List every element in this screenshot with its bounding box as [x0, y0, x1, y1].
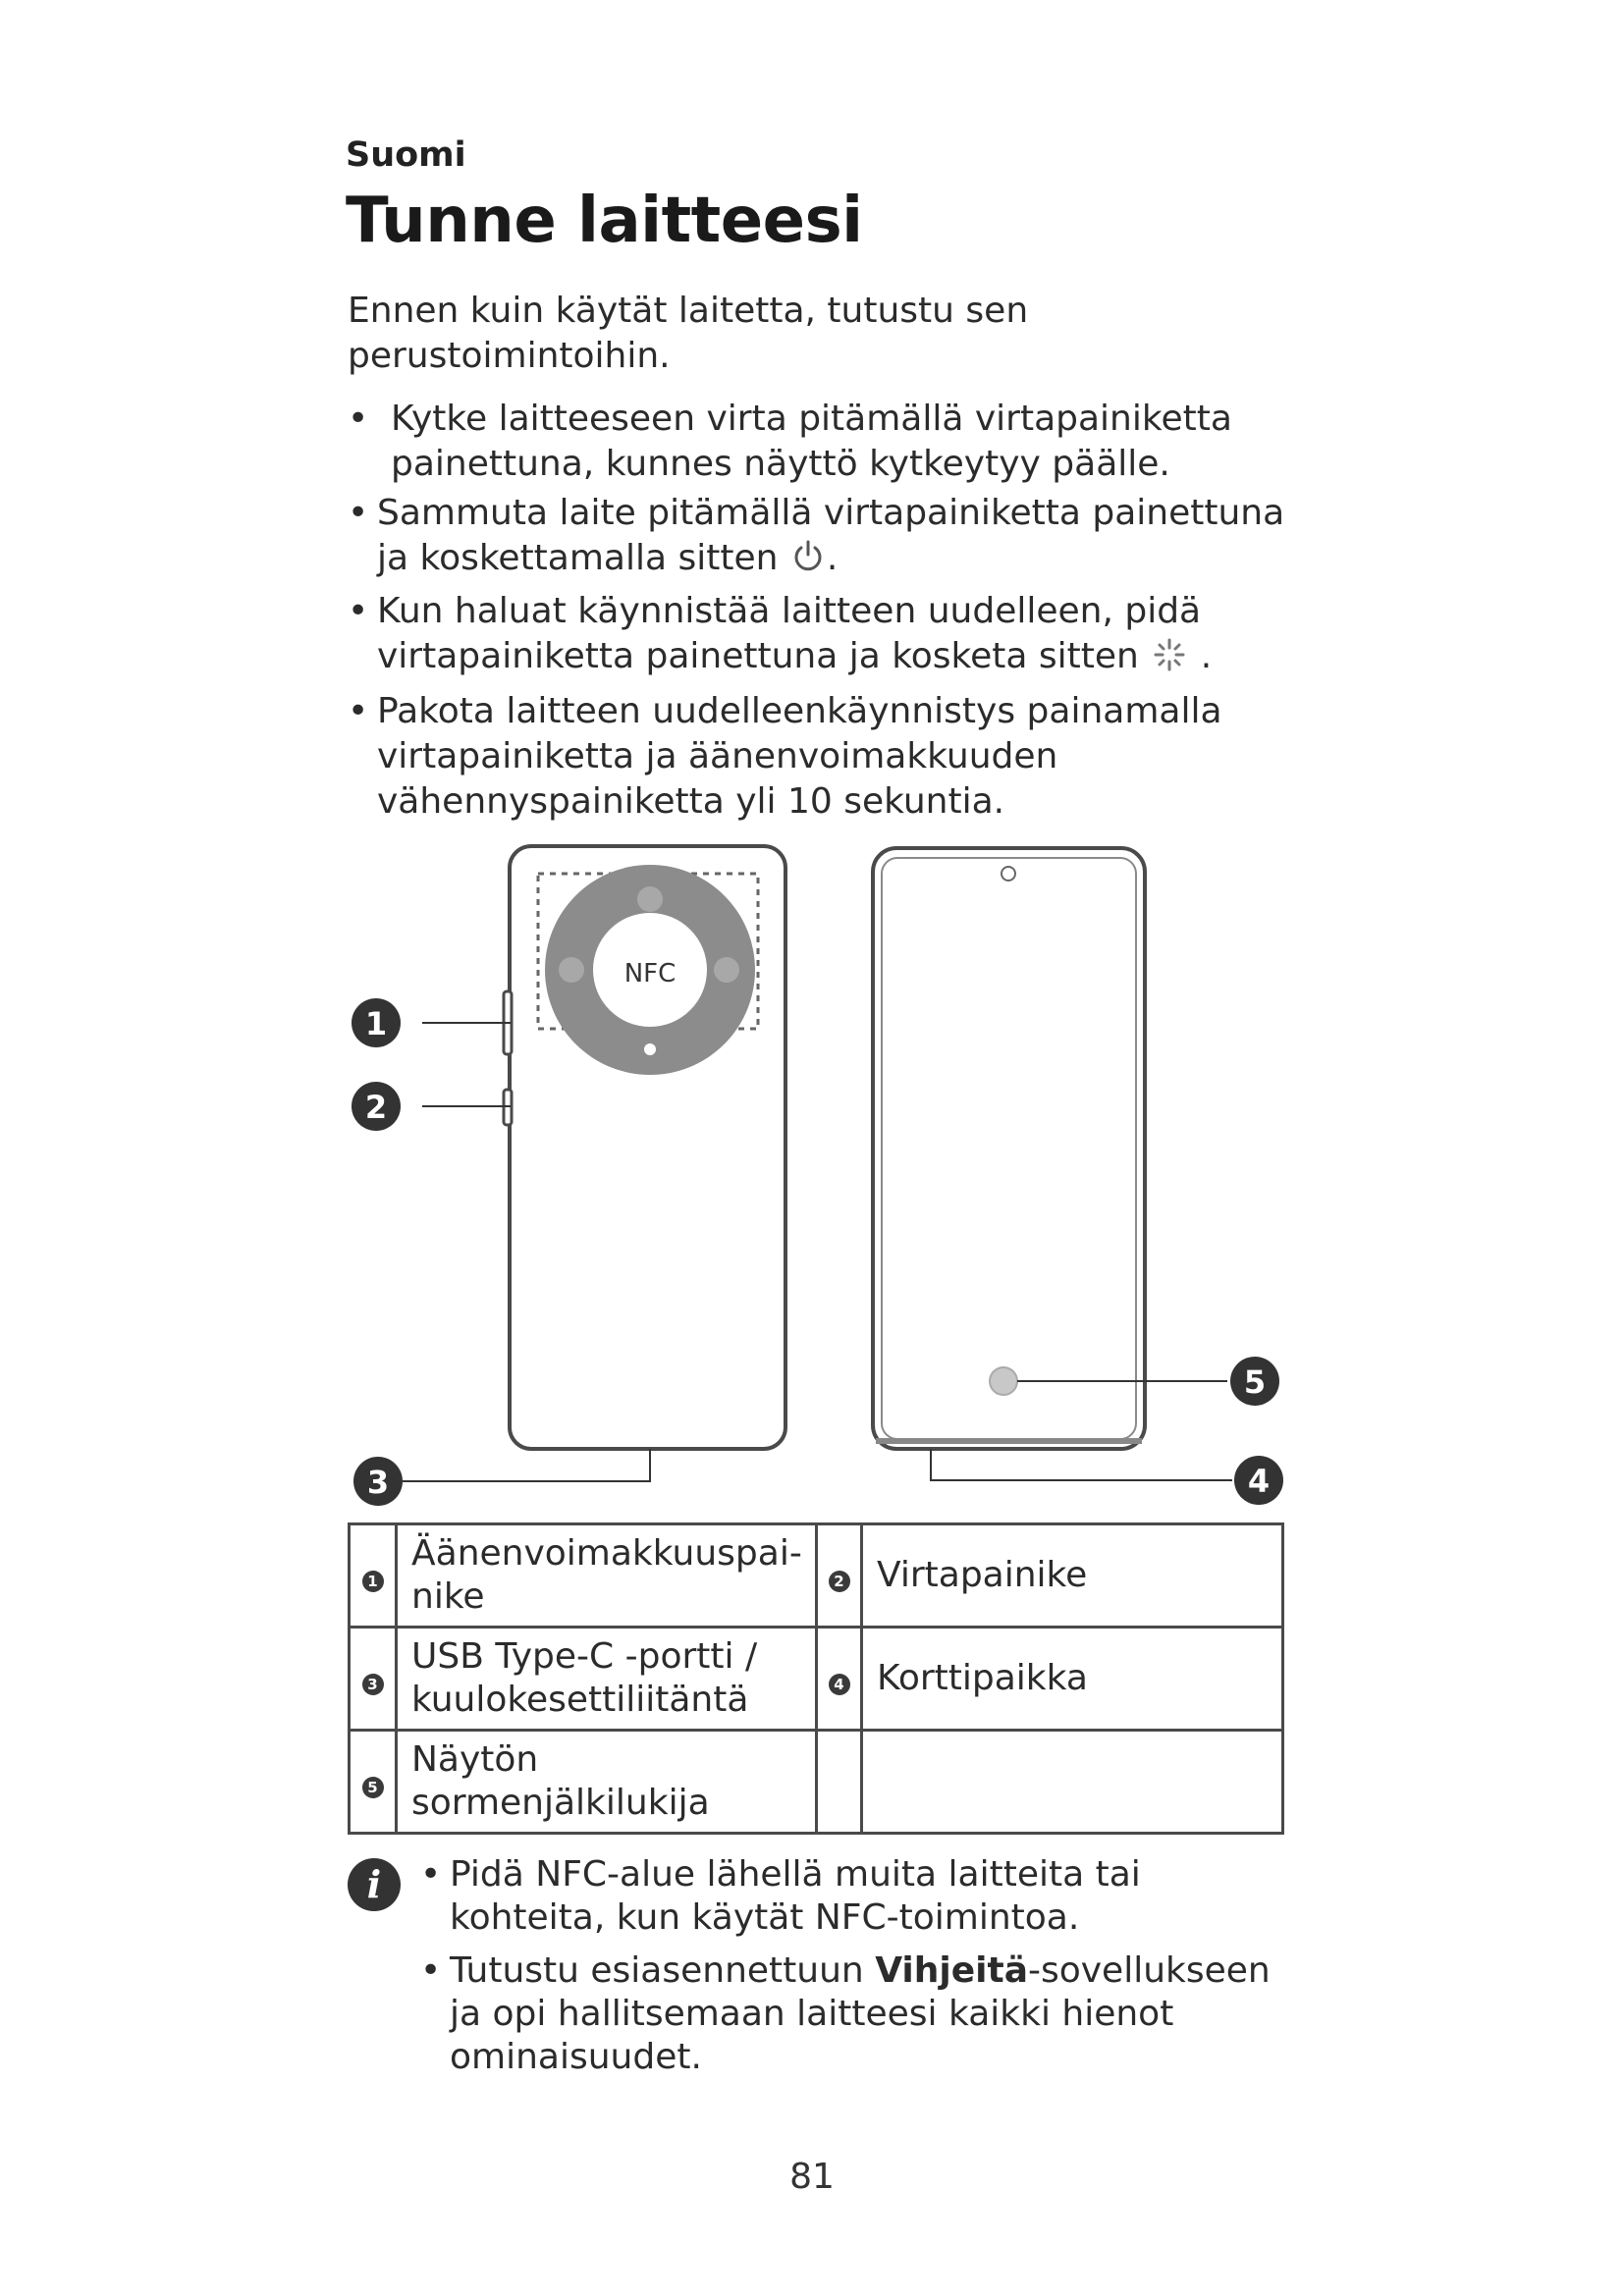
table-cell-label: [862, 1731, 1283, 1834]
bullet-text: Sammuta laite pitämällä virtapainiketta painettuna ja koskettamalla sitten .: [377, 493, 1285, 578]
table-row: [350, 1731, 1283, 1834]
bullet-dot: •: [420, 1950, 442, 1991]
table-row: [350, 1524, 1283, 1628]
bullet-dot: •: [420, 1854, 442, 1895]
table-row: [350, 1628, 1283, 1731]
page-number: 81: [789, 2157, 835, 2197]
info-icon: i: [348, 1858, 401, 1911]
camera-lens: [637, 886, 663, 912]
svg-text:4: 4: [1247, 1463, 1271, 1500]
svg-text:5: 5: [1243, 1363, 1267, 1401]
callout-4: [1234, 1456, 1283, 1505]
camera-lens: [714, 957, 739, 983]
callout-1: [352, 998, 401, 1047]
phone-front: [873, 848, 1145, 1449]
svg-text:1: 1: [364, 1005, 388, 1042]
callout-3: [353, 1457, 403, 1506]
bullet-dot: •: [348, 691, 369, 731]
intro-paragraph: Ennen kuin käytät laitetta, tutustu sen perustoimintoihin.: [348, 291, 1029, 376]
table-cell-number: 4: [817, 1628, 862, 1731]
bullet-text: Pakota laitteen uudelleenkäynnistys painamalla virtapainiketta ja äänenvoimakkuuden vähennyspainiketta yli 10 sekuntia.: [377, 691, 1222, 822]
svg-text:2: 2: [364, 1089, 388, 1126]
fingerprint-sensor: [990, 1367, 1017, 1395]
table-cell-label: Korttipaikka: [862, 1628, 1283, 1731]
table-cell-label: Äänenvoimakkuuspai- nike: [397, 1524, 817, 1628]
page-title: Tunne laitteesi: [346, 185, 863, 257]
table-cell-number: 3: [350, 1628, 397, 1731]
language-label: Suomi: [346, 135, 466, 175]
callout-2: [352, 1082, 401, 1131]
phone-back: [504, 846, 785, 1449]
table-cell-number: 2: [817, 1524, 862, 1628]
note-text: Pidä NFC-alue lähellä muita laitteita tai kohteita, kun käytät NFC-toimintoa.: [450, 1854, 1141, 1938]
table-cell-number: 1: [350, 1524, 397, 1628]
svg-text:3: 3: [366, 1464, 390, 1501]
front-camera: [1001, 867, 1015, 881]
nfc-label: NFC: [623, 959, 677, 988]
flash: [644, 1043, 656, 1055]
table-cell-label: Virtapainike: [862, 1524, 1283, 1628]
bullet-dot: •: [348, 399, 369, 439]
camera-lens: [559, 957, 584, 983]
parts-table: [348, 1522, 1284, 1835]
bullet-text: Kytke laitteeseen virta pitämällä virtapainiketta painettuna, kunnes näyttö kytkeytyy päälle.: [391, 399, 1232, 484]
table-cell-label: Näytön sormenjälkilukija: [397, 1731, 817, 1834]
table-cell-label: USB Type-C -portti / kuulokesettiliitäntä: [397, 1628, 817, 1731]
bullet-text: Kun haluat käynnistää laitteen uudelleen, pidä virtapainiketta painettuna ja kosketa sitten .: [377, 591, 1213, 676]
callout-5: [1230, 1357, 1279, 1406]
bullet-dot: •: [348, 493, 369, 533]
bullet-dot: •: [348, 591, 369, 631]
table-cell-number: 5: [350, 1731, 397, 1834]
note-text: Tutustu esiasennettuun Vihjeitä-sovellukseen ja opi hallitsemaan laitteesi kaikki hienot ominaisuudet.: [450, 1950, 1271, 2077]
table-cell-number: [817, 1731, 862, 1834]
